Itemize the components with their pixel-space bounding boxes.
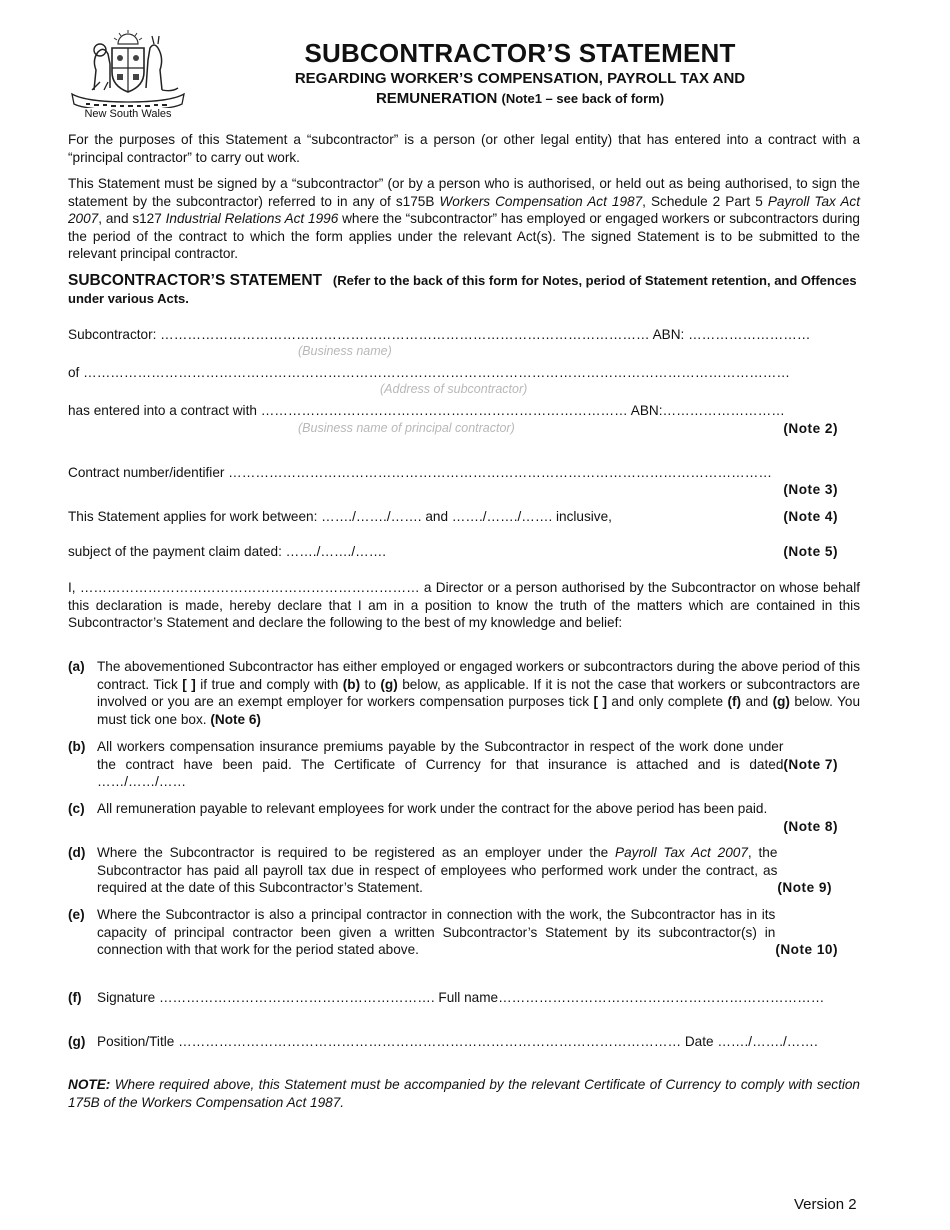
nsw-coat-of-arms: [66, 30, 190, 122]
work-period-field[interactable]: This Statement applies for work between: ……./……./……. and ……./……./……. inclusive,: [68, 509, 612, 524]
subcontractor-field[interactable]: Subcontractor: ……………………………………………………………………………………………… ABN: ………………………: [68, 327, 811, 342]
note-9: (Note 9): [777, 880, 832, 896]
payment-claim-date-field[interactable]: subject of the payment claim dated: ……./……./…….: [68, 544, 387, 559]
item-f-label: (f): [68, 990, 82, 1005]
form-subtitle-line1: REGARDING WORKER’S COMPENSATION, PAYROLL TAX AND: [294, 70, 746, 87]
item-d-act: Payroll Tax Act 2007: [615, 845, 748, 860]
p2-act-industrial-relations: Industrial Relations Act 1996: [165, 211, 339, 227]
form-title: SUBCONTRACTOR’S STATEMENT: [304, 38, 736, 68]
coat-of-arms-icon: [66, 30, 190, 108]
item-c-body: All remuneration payable to relevant employees for work under the contract for the above period has been paid.: [97, 801, 768, 816]
p2-text-a: This Statement must be signed by a “subcontractor” (or by a person who is authorised, or held out as being authorised, to sign the statement by the subcontractor) referred to in any of s175B: [68, 176, 860, 209]
section-title: SUBCONTRACTOR’S STATEMENT: [68, 272, 323, 289]
note-2: (Note 2): [783, 421, 838, 436]
tick-box-exempt[interactable]: [ ]: [593, 694, 608, 710]
item-a-text-4: below, as applicable. If it is not the case that workers or subcontractors are involved or you are an exempt employer for workers compensation purposes tick: [97, 676, 861, 710]
item-e-text: [97, 906, 860, 959]
item-d-text-1: Where the Subcontractor is required to be registered as an employer under the: [97, 845, 616, 860]
principal-contractor-field[interactable]: has entered into a contract with ……………………………………………………………………… ABN:………………………: [68, 403, 785, 418]
section-heading: [68, 272, 860, 307]
intro-paragraph-2: [68, 175, 860, 263]
note-3: (Note 3): [783, 482, 838, 497]
item-e: [68, 906, 860, 959]
item-a: [68, 658, 860, 728]
item-e-label: (e): [68, 907, 85, 922]
contract-number-field[interactable]: Contract number/identifier …………………………………………………………………………………………………………: [68, 465, 772, 480]
p2-act-payroll-tax: Payroll Tax Act 2007: [68, 193, 860, 227]
address-hint: (Address of subcontractor): [380, 382, 528, 396]
item-d-label: (d): [68, 845, 86, 860]
address-field[interactable]: of …………………………………………………………………………………………………………………………………………: [68, 365, 790, 380]
item-a-text-3: to: [360, 676, 381, 692]
subtitle-remuneration: REMUNERATION: [375, 90, 498, 107]
item-b: [68, 738, 860, 791]
item-d-text: [97, 844, 860, 897]
item-a-text-2: if true and comply with: [195, 676, 343, 692]
declaration-paragraph: I, ………………………………………………………………… a Director or a person authorised by the Subcontractor on whose behalf this declaration is made, hereby declare that I am in a position to know the truth of the matters which are contained in this Subcontractor’s Statement and declare the following to the best of my knowledge and belief:: [68, 580, 860, 631]
footer-note: [68, 1076, 860, 1111]
item-b-text: [97, 738, 860, 791]
item-a-text: [97, 658, 860, 728]
tick-box-true[interactable]: [ ]: [182, 676, 196, 692]
item-c: [68, 800, 860, 835]
item-g-label: (g): [68, 1034, 86, 1049]
note-5: (Note 5): [783, 544, 838, 559]
footer-note-text: Where required above, this Statement must be accompanied by the relevant Certificate of Currency to comply with section 175B of the Workers Compensation Act 1987.: [68, 1077, 860, 1110]
item-d-text-2: , the Subcontractor has paid all payroll tax due in respect of employees who performed work under the contract, as required at the date of this Subcontractor’s Statement.: [97, 845, 778, 896]
item-c-label: (c): [68, 801, 85, 816]
section-heading-note: (Refer to the back of this form for Notes, period of Statement retention, and Offences under various Acts.: [68, 273, 857, 306]
intro-paragraph-1: For the purposes of this Statement a “subcontractor” is a person (or other legal entity) that has entered into a contract with a “principal contractor” to carry out work.: [68, 132, 860, 165]
note-10: (Note 10): [775, 942, 838, 958]
note-7: (Note 7): [783, 756, 838, 772]
state-label: New South Wales: [84, 108, 172, 120]
note-4: (Note 4): [783, 509, 838, 524]
p2-act-workers-comp: Workers Compensation Act 1987: [439, 193, 643, 209]
item-a-ref-g2: (g): [772, 694, 790, 710]
note-6: (Note 6): [210, 711, 261, 727]
item-e-body: Where the Subcontractor is also a principal contractor in connection with the work, the Subcontractor has in its capacity of principal contractor been given a written Subcontractor’s Statement by its subcontractor(s) in connection with that work for the period stated above.: [97, 907, 776, 958]
form-subtitle-line2: [200, 90, 840, 107]
item-a-text-6: and: [741, 694, 773, 710]
item-g: [68, 1033, 860, 1051]
item-c-text: [97, 800, 860, 834]
signature-fullname-field[interactable]: Signature ……………………………………………………. Full name………………………………………………………………: [97, 990, 825, 1005]
note-8: (Note 8): [783, 818, 838, 834]
subcontractor-hint: (Business name): [298, 344, 392, 358]
subtitle-note1: (Note1 – see back of form): [501, 91, 665, 106]
p2-text-c: , and s127: [98, 211, 166, 227]
item-a-text-5: and only complete: [607, 694, 728, 710]
p2-text-b: , Schedule 2 Part 5: [642, 193, 768, 209]
item-a-ref-b: (b): [342, 676, 361, 692]
item-f: [68, 989, 860, 1007]
item-a-ref-g: (g): [380, 676, 398, 692]
item-a-text-7: below. You must tick one box.: [97, 694, 861, 727]
position-date-field[interactable]: Position/Title ………………………………………………………………………………………………… Date ……./……./…….: [97, 1034, 818, 1049]
principal-contractor-hint: (Business name of principal contractor): [298, 421, 515, 435]
version-label: Version 2: [794, 1196, 857, 1213]
item-b-body: All workers compensation insurance premiums payable by the Subcontractor in respect of the work done under the contract have been paid. The Certificate of Currency for that insurance is attached and is dated ……/……/……: [97, 739, 784, 790]
item-b-label: (b): [68, 739, 86, 754]
item-d: [68, 844, 860, 897]
item-a-label: (a): [68, 659, 85, 674]
item-a-ref-f: (f): [727, 694, 742, 710]
p2-text-d: where the “subcontractor” has employed or engaged workers or subcontractors during the period of the contract to which the form applies under the relevant Act(s). The signed Statement is to be submitted to the relevant principal contractor.: [68, 211, 860, 262]
footer-note-label: NOTE:: [68, 1077, 111, 1092]
item-a-text-1: The abovementioned Subcontractor has either employed or engaged workers or subcontractors during the above period of this contract. Tick: [97, 659, 860, 692]
